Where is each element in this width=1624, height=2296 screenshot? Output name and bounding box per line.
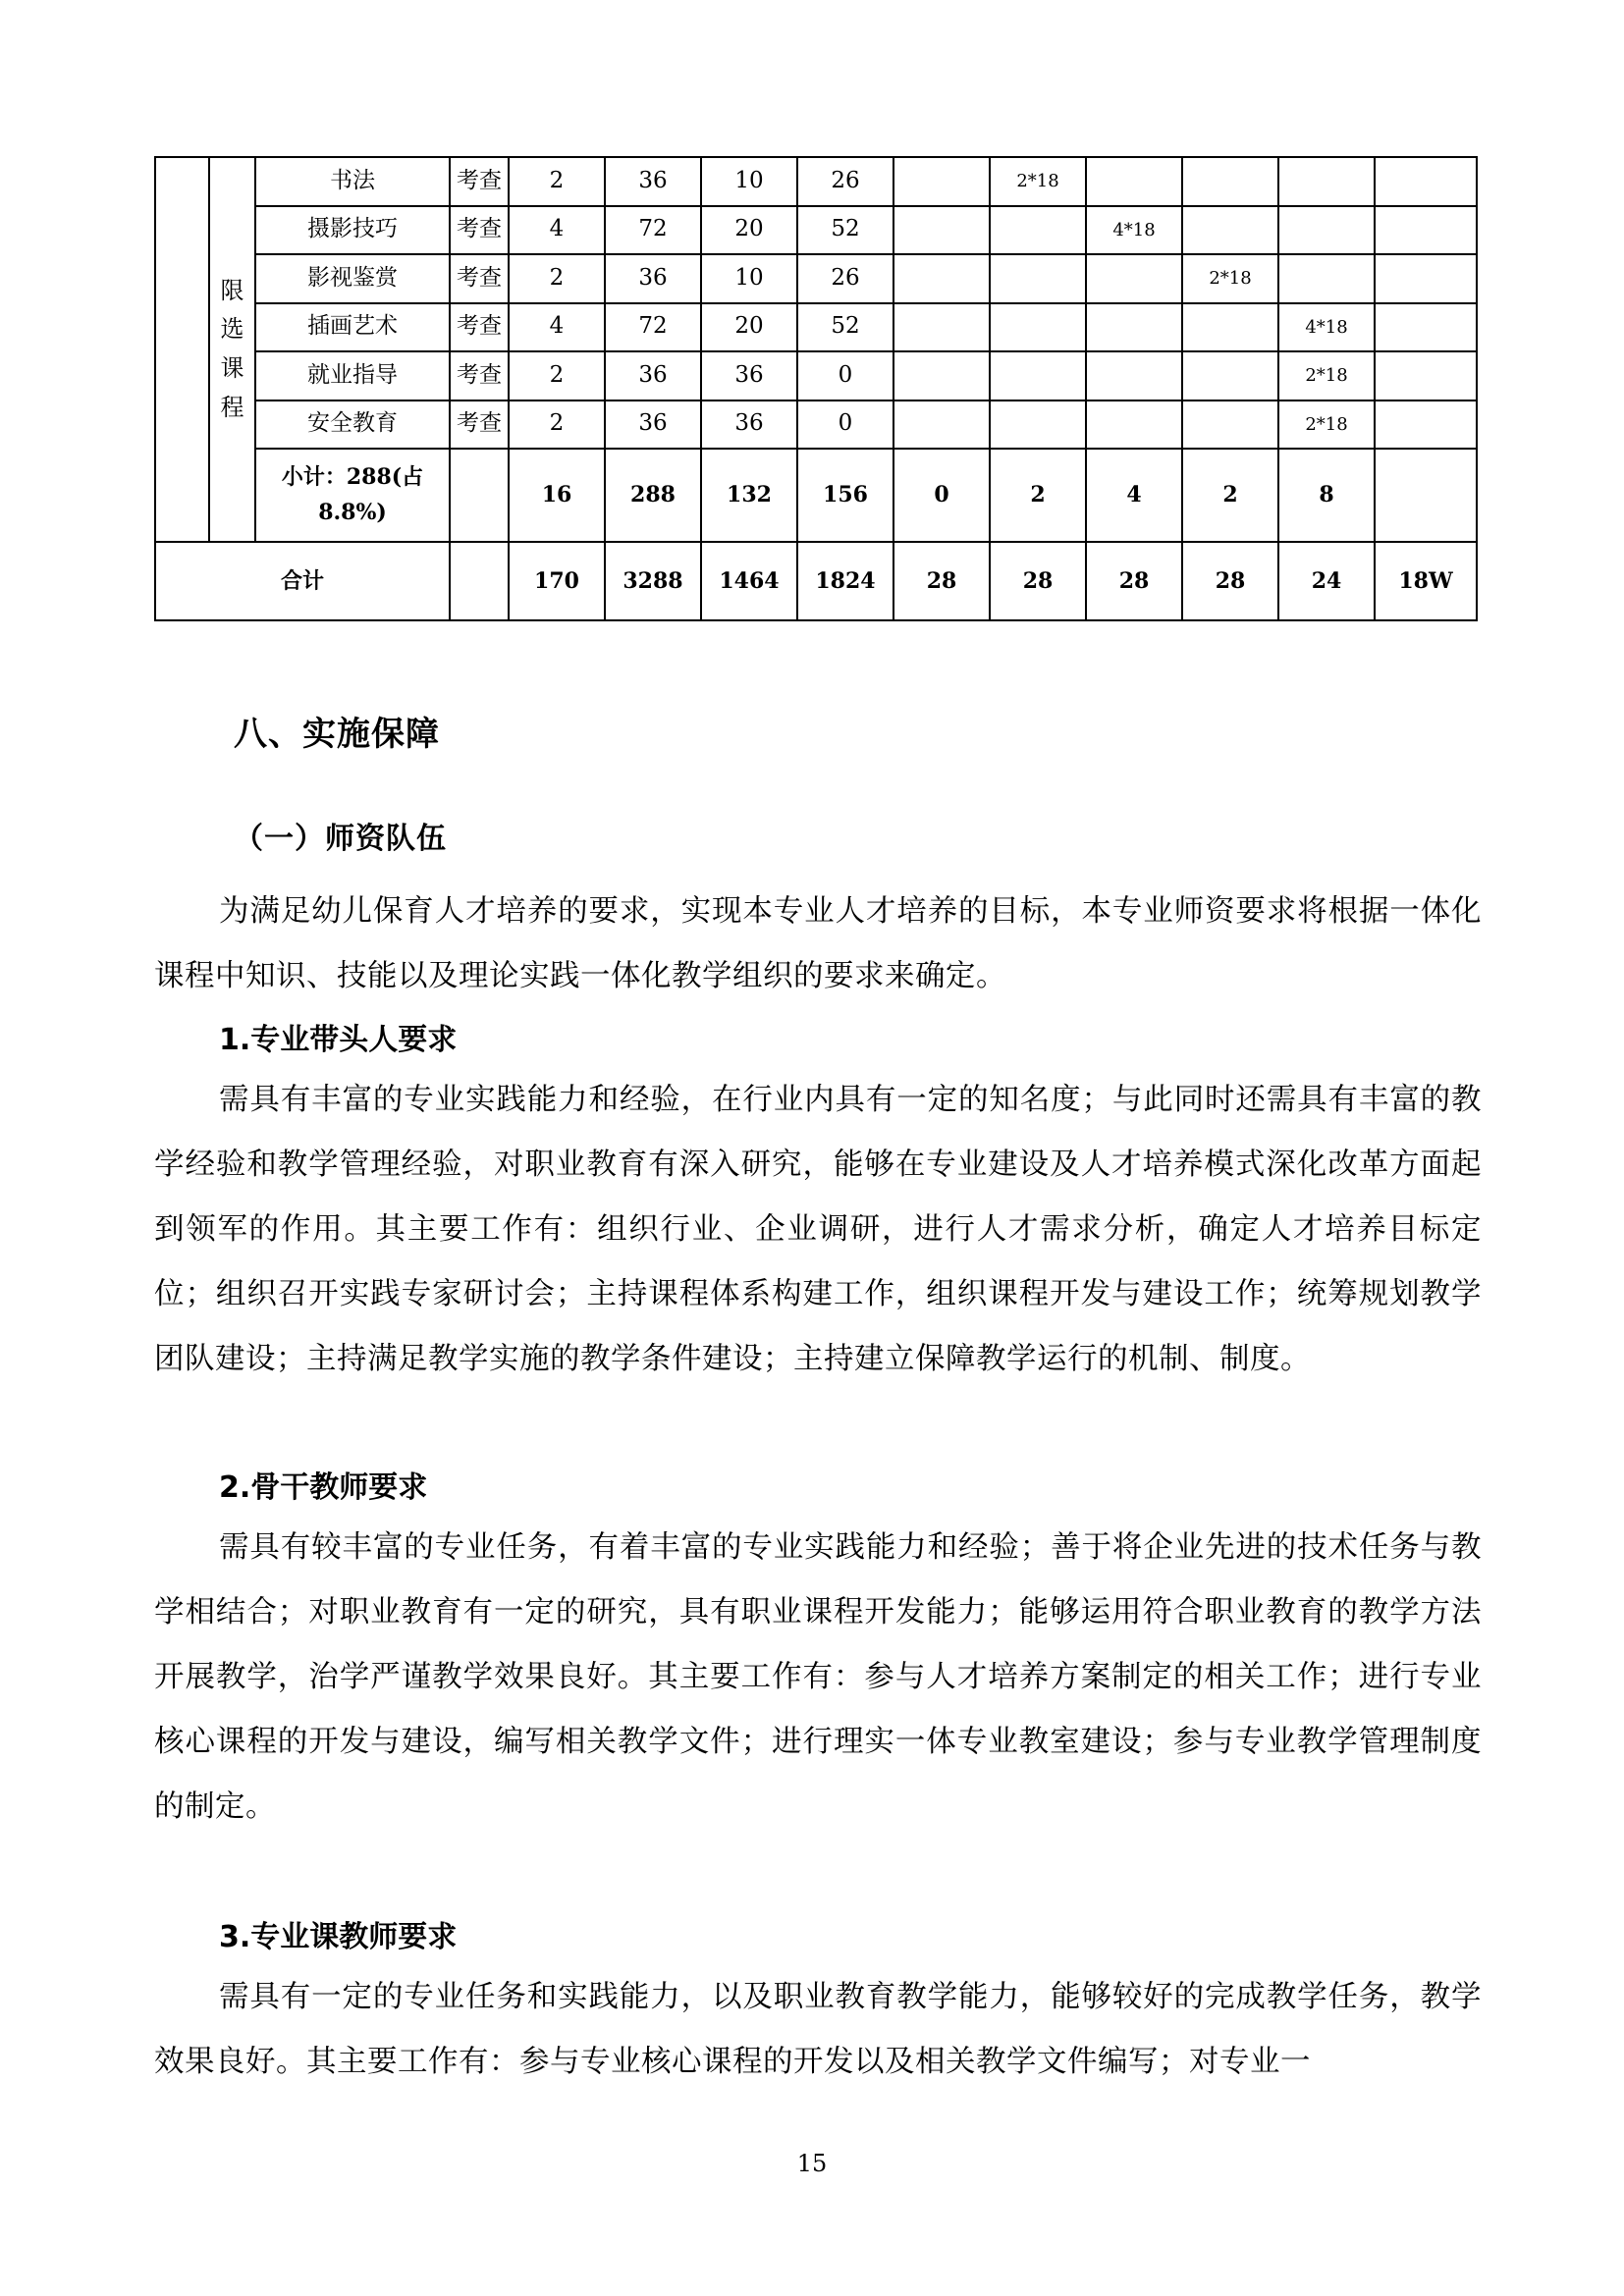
theory-hours: 36 — [701, 400, 797, 450]
schedule-cell: 2*18 — [1278, 400, 1375, 450]
schedule-cell — [990, 303, 1086, 352]
subtotal-value: 8 — [1278, 449, 1375, 542]
subtotal-value — [1375, 449, 1477, 542]
schedule-cell — [1278, 157, 1375, 206]
table-row — [155, 157, 1477, 206]
practice-hours: 0 — [797, 351, 893, 400]
table-row — [155, 303, 1477, 352]
subtotal-value: 288 — [605, 449, 701, 542]
item-heading: 1.专业带头人要求 — [219, 1023, 458, 1057]
subtotal-label — [255, 449, 450, 542]
theory-hours: 20 — [701, 303, 797, 352]
assess-type: 考查 — [450, 303, 509, 352]
schedule-cell: 2*18 — [1278, 351, 1375, 400]
subtotal-label-line: 小计：288(占 — [281, 464, 424, 491]
category-char: 限 — [220, 276, 244, 304]
schedule-cell: 2*18 — [1182, 254, 1278, 303]
schedule-cell — [1086, 254, 1182, 303]
assess-type: 考查 — [450, 254, 509, 303]
total-value: 28 — [1086, 542, 1182, 620]
course-name: 安全教育 — [255, 400, 450, 450]
item-heading: 3.专业课教师要求 — [219, 1920, 458, 1954]
category-char: 课 — [220, 354, 244, 382]
practice-hours: 26 — [797, 157, 893, 206]
schedule-cell — [1278, 254, 1375, 303]
hours: 72 — [605, 303, 701, 352]
table-row — [155, 206, 1477, 255]
schedule-cell — [1375, 303, 1477, 352]
schedule-cell — [1182, 351, 1278, 400]
schedule-cell — [1375, 254, 1477, 303]
subtotal-value: 132 — [701, 449, 797, 542]
schedule-cell — [1182, 400, 1278, 450]
schedule-cell: 4*18 — [1278, 303, 1375, 352]
schedule-cell — [1086, 157, 1182, 206]
schedule-cell — [1182, 206, 1278, 255]
total-value: 1824 — [797, 542, 893, 620]
schedule-cell — [1375, 351, 1477, 400]
schedule-cell — [1086, 303, 1182, 352]
schedule-cell — [893, 351, 990, 400]
item-heading: 2.骨干教师要求 — [219, 1470, 428, 1505]
schedule-cell: 2*18 — [990, 157, 1086, 206]
schedule-cell — [893, 254, 990, 303]
schedule-cell — [1375, 400, 1477, 450]
subtotal-value: 4 — [1086, 449, 1182, 542]
theory-hours: 10 — [701, 157, 797, 206]
subsection-title: （一）师资队伍 — [234, 822, 447, 856]
empty-cell — [450, 542, 509, 620]
total-value: 28 — [893, 542, 990, 620]
schedule-cell — [1086, 400, 1182, 450]
practice-hours: 26 — [797, 254, 893, 303]
total-value: 24 — [1278, 542, 1375, 620]
schedule-cell — [1182, 157, 1278, 206]
total-value: 1464 — [701, 542, 797, 620]
course-name: 就业指导 — [255, 351, 450, 400]
table-row — [155, 254, 1477, 303]
subtotal-value: 16 — [509, 449, 605, 542]
page-number: 15 — [796, 2150, 828, 2177]
category-label-cell — [209, 157, 255, 542]
total-value: 170 — [509, 542, 605, 620]
schedule-cell — [1375, 157, 1477, 206]
hours: 36 — [605, 254, 701, 303]
assess-type: 考查 — [450, 400, 509, 450]
total-row — [155, 542, 1477, 620]
course-name: 插画艺术 — [255, 303, 450, 352]
course-name: 书法 — [255, 157, 450, 206]
schedule-cell: 4*18 — [1086, 206, 1182, 255]
course-schedule-table — [154, 156, 1478, 621]
schedule-cell — [893, 206, 990, 255]
credits: 2 — [509, 157, 605, 206]
subtotal-row — [155, 449, 1477, 542]
subtotal-value: 156 — [797, 449, 893, 542]
schedule-cell — [893, 157, 990, 206]
hours: 72 — [605, 206, 701, 255]
table-row — [155, 400, 1477, 450]
schedule-cell — [1278, 206, 1375, 255]
schedule-cell — [990, 400, 1086, 450]
theory-hours: 36 — [701, 351, 797, 400]
table-row — [155, 351, 1477, 400]
hours: 36 — [605, 351, 701, 400]
schedule-cell — [990, 351, 1086, 400]
theory-hours: 10 — [701, 254, 797, 303]
section-title: 八、实施保障 — [234, 715, 440, 754]
total-value: 3288 — [605, 542, 701, 620]
schedule-cell — [990, 206, 1086, 255]
course-name: 影视鉴赏 — [255, 254, 450, 303]
subtotal-value: 0 — [893, 449, 990, 542]
practice-hours: 0 — [797, 400, 893, 450]
schedule-cell — [1375, 206, 1477, 255]
subtotal-label-line: 8.8%) — [318, 499, 387, 525]
hours: 36 — [605, 400, 701, 450]
intro-paragraph: 为满足幼儿保育人才培养的要求，实现本专业人才培养的目标，本专业师资要求将根据一体化课程中知识、技能以及理论实践一体化教学组织的要求来确定。 — [154, 894, 1482, 993]
credits: 4 — [509, 303, 605, 352]
subtotal-value: 2 — [990, 449, 1086, 542]
practice-hours: 52 — [797, 303, 893, 352]
assess-type: 考查 — [450, 206, 509, 255]
schedule-cell — [1182, 303, 1278, 352]
hours: 36 — [605, 157, 701, 206]
theory-hours: 20 — [701, 206, 797, 255]
total-value: 18W — [1375, 542, 1477, 620]
item-paragraph: 需具有丰富的专业实践能力和经验，在行业内具有一定的知名度；与此同时还需具有丰富的教学经验和教学管理经验，对职业教育有深入研究，能够在专业建设及人才培养模式深化改革方面起到领军的作用。其主要工作有：组织行业、企业调研，进行人才需求分析，确定人才培养目标定位；组织召开实践专家研讨会；主持课程体系构建工作，组织课程开发与建设工作；统筹规划教学团队建设；主持满足教学实施的教学条件建设；主持建立保障教学运行的机制、制度。 — [154, 1083, 1482, 1376]
credits: 4 — [509, 206, 605, 255]
credits: 2 — [509, 254, 605, 303]
group-cell — [155, 157, 209, 542]
course-name: 摄影技巧 — [255, 206, 450, 255]
item-paragraph: 需具有较丰富的专业任务，有着丰富的专业实践能力和经验；善于将企业先进的技术任务与教学相结合；对职业教育有一定的研究，具有职业课程开发能力；能够运用符合职业教育的教学方法开展教学，治学严谨教学效果良好。其主要工作有：参与人才培养方案制定的相关工作；进行专业核心课程的开发与建设，编写相关教学文件；进行理实一体专业教室建设；参与专业教学管理制度的制定。 — [154, 1530, 1482, 1824]
subtotal-value: 2 — [1182, 449, 1278, 542]
assess-type: 考查 — [450, 351, 509, 400]
total-value: 28 — [1182, 542, 1278, 620]
schedule-cell — [1086, 351, 1182, 400]
credits: 2 — [509, 400, 605, 450]
item-paragraph: 需具有一定的专业任务和实践能力，以及职业教育教学能力，能够较好的完成教学任务，教学效果良好。其主要工作有：参与专业核心课程的开发以及相关教学文件编写；对专业一 — [154, 1980, 1482, 2079]
total-value: 28 — [990, 542, 1086, 620]
schedule-cell — [893, 400, 990, 450]
schedule-cell — [893, 303, 990, 352]
assess-type: 考查 — [450, 157, 509, 206]
category-char: 选 — [220, 315, 244, 344]
credits: 2 — [509, 351, 605, 400]
category-char: 程 — [220, 393, 244, 421]
schedule-cell — [990, 254, 1086, 303]
practice-hours: 52 — [797, 206, 893, 255]
empty-cell — [450, 449, 509, 542]
total-label: 合计 — [155, 542, 450, 620]
